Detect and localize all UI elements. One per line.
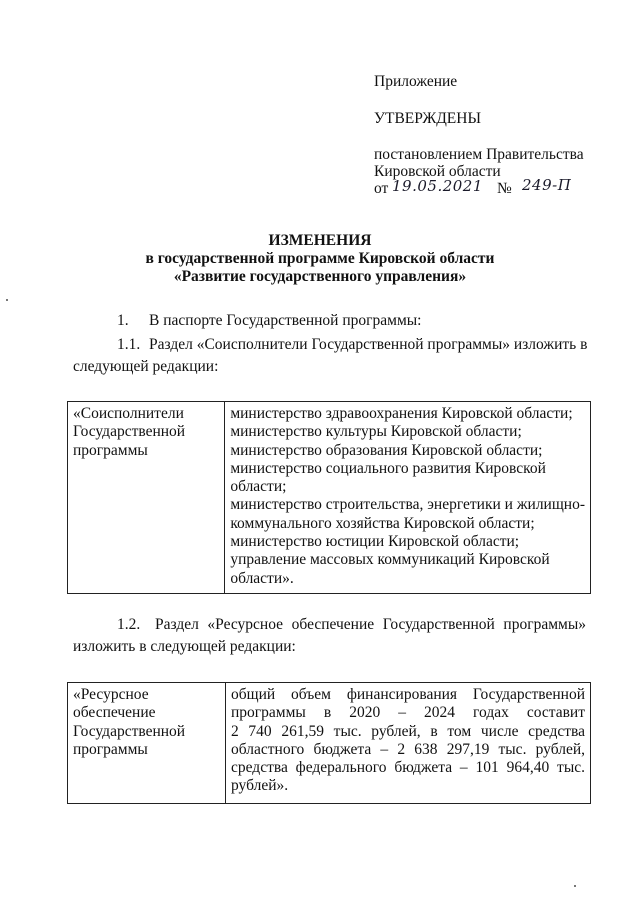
table-value-line: рублей».: [231, 777, 289, 795]
table-value-line: министерство образования Кировской области;: [230, 441, 543, 459]
resource-label-cell: [68, 683, 226, 804]
item-1-number: 1.: [117, 312, 129, 329]
resource-value-cell: [226, 683, 591, 804]
co-executors-table: [67, 401, 591, 594]
table-label-line: Государственной: [73, 423, 186, 441]
decree-number-label: №: [497, 180, 512, 197]
table-value-line: коммунального хозяйства Кировской области;: [230, 514, 535, 532]
resource-table: [67, 682, 591, 804]
table-value-line: средства федерального бюджета – 101 964,40 тыс.: [231, 759, 585, 777]
table-label-line: программы: [73, 441, 148, 459]
table-value-line: программы в 2020 – 2024 годах составит: [231, 704, 585, 722]
doc-subtitle-2: «Развитие государственного управления»: [173, 268, 467, 285]
table-label-line: программы: [73, 740, 148, 758]
scan-speck: [6, 299, 8, 301]
decree-date-handwritten: 19.05.2021: [392, 177, 483, 195]
doc-subtitle-1: в государственной программе Кировской области: [145, 250, 495, 267]
decree-from-label: от: [374, 180, 389, 197]
annex-label: Приложение: [374, 73, 458, 90]
table-value-line: министерство здравоохранения Кировской области;: [230, 405, 573, 422]
table-value-line: министерство строительства, энергетики и жилищно-: [230, 496, 585, 514]
table-label-line: «Ресурсное: [73, 686, 149, 703]
table-value-line: области;: [230, 478, 287, 496]
approved-label: УТВЕРЖДЕНЫ: [374, 110, 481, 127]
table-label-line: Государственной: [73, 722, 186, 740]
item-1-1-text-line-2: следующей редакции:: [73, 358, 219, 375]
co-executors-label-cell: [68, 402, 225, 594]
table-value-line: министерство юстиции Кировской области;: [230, 533, 520, 551]
table-value-line: министерство культуры Кировской области;: [230, 423, 522, 441]
table-value-line: 2 740 261,59 тыс. рублей, в том числе средства: [231, 722, 585, 740]
co-executors-value-cell: [225, 402, 591, 594]
table-value-line: областного бюджета – 2 638 297,19 тыс. рублей,: [231, 740, 585, 758]
item-1-2-number: 1.2.: [117, 616, 141, 633]
item-1-1-text-line-1: Раздел «Соисполнители Государственной программы» изложить в: [149, 336, 588, 353]
decree-line-1: постановлением Правительства: [374, 146, 584, 163]
scan-speck: [574, 885, 576, 887]
doc-title: ИЗМЕНЕНИЯ: [268, 232, 372, 249]
table-value-line: министерство социального развития Кировской: [230, 459, 546, 477]
table-label-line: «Соисполнители: [73, 405, 184, 422]
table-value-line: управление массовых коммуникаций Кировской: [230, 551, 550, 569]
table-value-line: области».: [230, 569, 294, 587]
item-1-1-number: 1.1.: [117, 336, 141, 353]
item-1-2-text-line-2: изложить в следующей редакции:: [73, 638, 296, 655]
table-label-line: обеспечение: [73, 704, 156, 722]
item-1-text: В паспорте Государственной программы:: [149, 312, 422, 329]
table-value-line: общий объем финансирования Государственной: [231, 686, 585, 703]
decree-number-handwritten: 249-П: [522, 176, 572, 194]
decree-line-2: Кировской области: [374, 163, 501, 180]
item-1-2-text-line-1: Раздел «Ресурсное обеспечение Государственной программы»: [155, 616, 586, 633]
